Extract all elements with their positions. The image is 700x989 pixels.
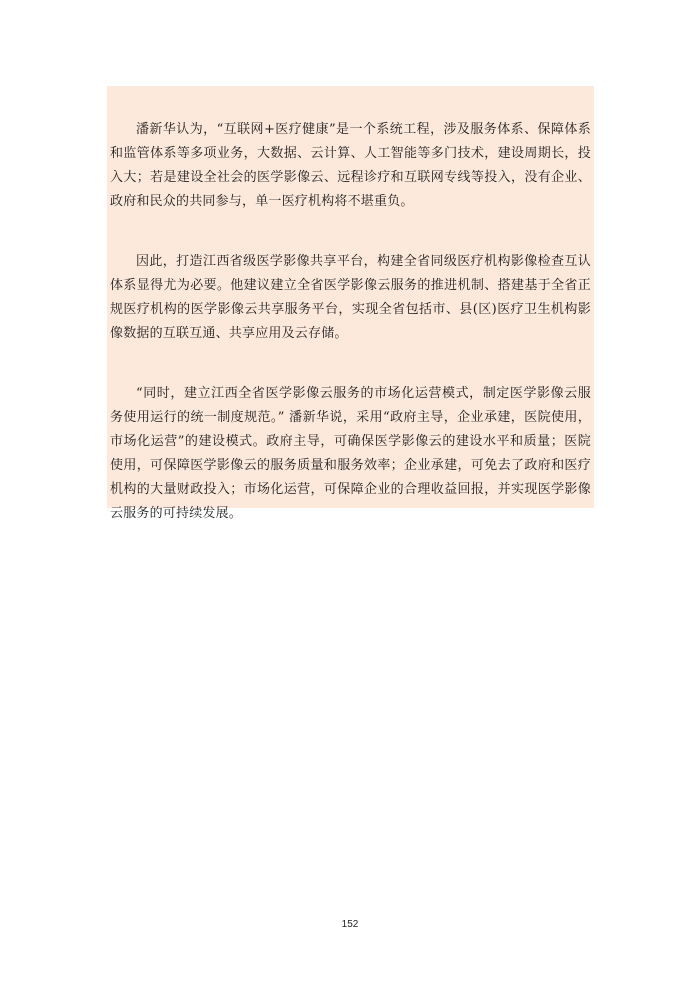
page-number: 152 [341,919,359,930]
paragraph-2: 因此，打造江西省级医学影像共享平台，构建全省同级医疗机构影像检查互认体系显得尤为必要。他建议建立全省医学影像云服务的推进机制、搭建基于全省正规医疗机构的医学影像云共享服务平台，实现全省包括市、县(区)医疗卫生机构影像数据的互联互通、共享应用及云存储。 [110,254,591,341]
paragraph-1: 潘新华认为，“互联网+医疗健康”是一个系统工程，涉及服务体系、保障体系和监管体系等多项业务，大数据、云计算、人工智能等多门技术，建设周期长，投入大；若是建设全社会的医学影像云、远程诊疗和互联网专线等投入，没有企业、政府和民众的共同参与，单一医疗机构将不堪重负。 [110,122,591,209]
paragraph-3: “同时，建立江西全省医学影像云服务的市场化运营模式，制定医学影像云服务使用运行的统一制度规范。” 潘新华说，采用“政府主导，企业承建，医院使用，市场化运营”的建设模式。政府主导，可确保医学影像云的建设水平和质量；医院使用，可保障医学影像云的服务质量和服务效率；企业承建，可免去了政府和医疗机构的大量财政投入；市场化运营，可保障企业的合理收益回报，并实现医学影像云服务的可持续发展。 [110,386,591,521]
